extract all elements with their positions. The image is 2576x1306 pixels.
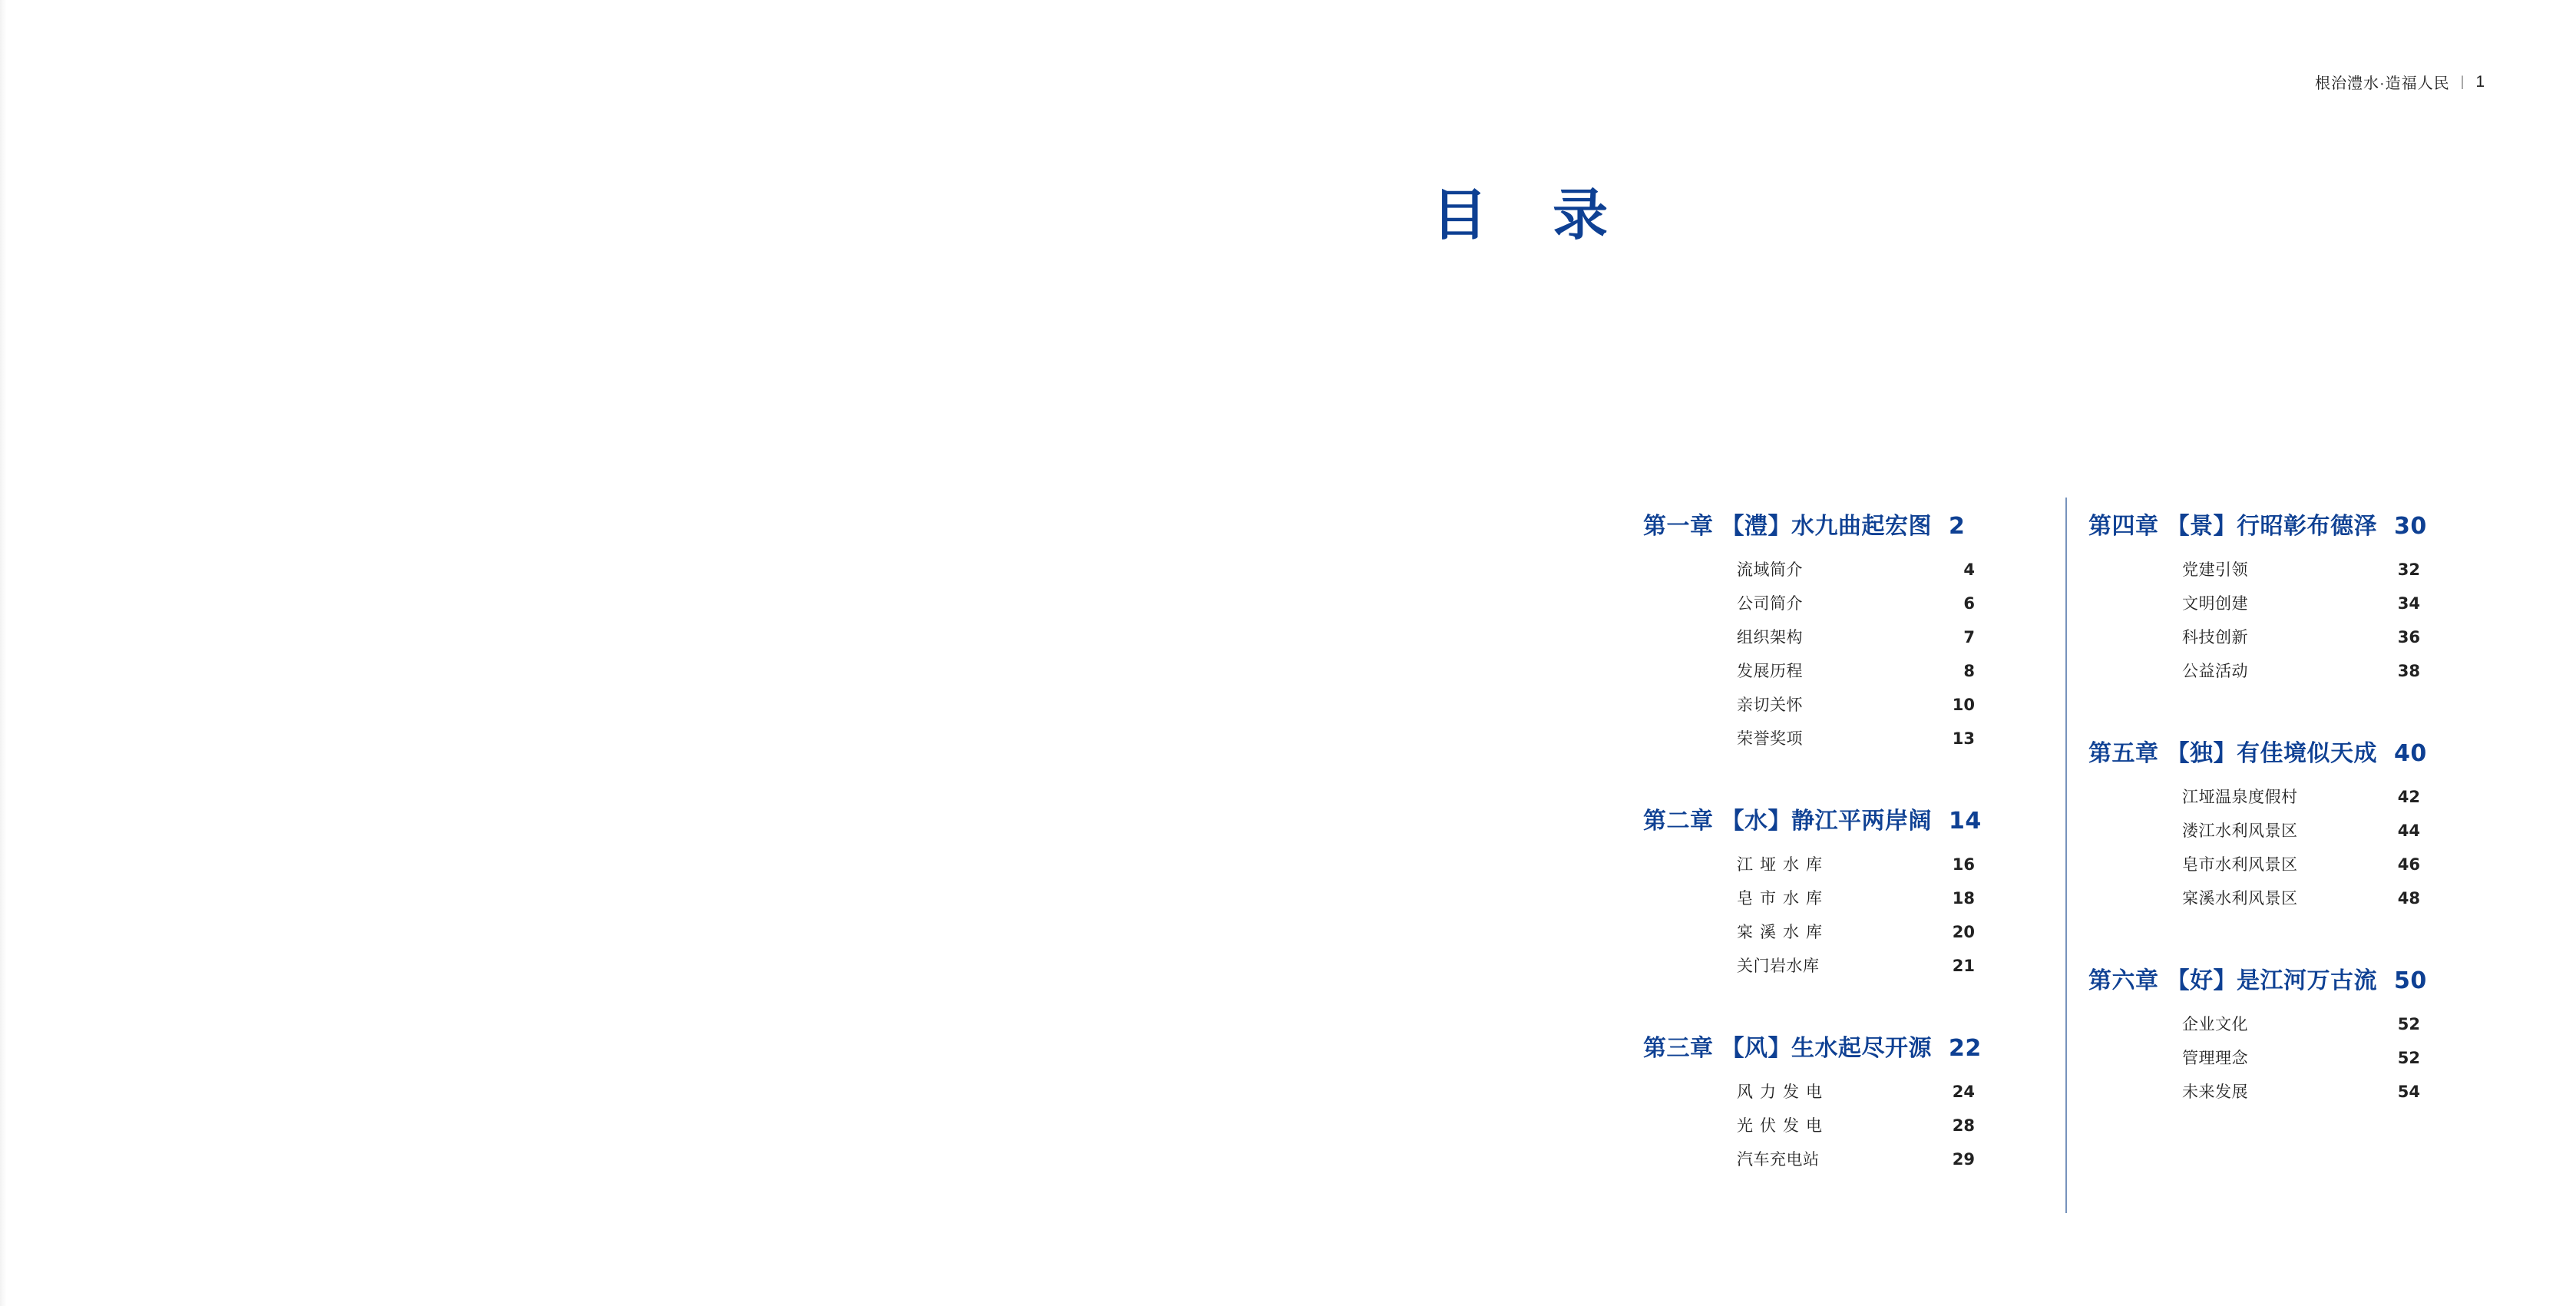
chapter-heading[interactable] [2088, 961, 2488, 995]
chapter-title: 【景】行昭彰布德泽 [2166, 513, 2377, 540]
entry-page: 24 [1952, 1083, 1975, 1101]
toc-column-left [1643, 507, 2042, 1181]
toc-entry[interactable] [1737, 1147, 2042, 1181]
toc-entry[interactable] [2182, 886, 2488, 920]
chapter-entries [1643, 557, 2042, 760]
chapter-page: 14 [1949, 808, 1982, 835]
chapter-block [1643, 507, 2042, 760]
chapter-entries [1643, 1080, 2042, 1181]
chapter-title: 【好】是江河万古流 [2166, 967, 2377, 994]
toc-entry[interactable] [1737, 726, 2042, 760]
running-header-separator: | [2460, 74, 2465, 89]
entry-page: 13 [1952, 729, 1975, 748]
toc-entry[interactable] [1737, 659, 2042, 693]
entry-title: 管理理念 [2182, 1049, 2248, 1067]
chapter-heading[interactable] [1643, 507, 2042, 541]
entry-title: 文明创建 [2182, 594, 2248, 613]
toc-entry[interactable] [1737, 954, 2042, 987]
toc-entry[interactable] [2182, 852, 2488, 886]
entry-page: 54 [2397, 1083, 2420, 1101]
entry-title: 公司简介 [1737, 594, 1803, 613]
entry-page: 10 [1952, 696, 1975, 714]
chapter-label: 第一章 [1643, 513, 1714, 540]
entry-page: 34 [2397, 594, 2420, 613]
toc-entry[interactable] [2182, 818, 2488, 852]
chapter-label: 第二章 [1643, 808, 1714, 835]
page-spine-shading [0, 0, 6, 1306]
toc-entry[interactable] [2182, 785, 2488, 818]
chapter-page: 22 [1949, 1035, 1982, 1062]
toc-entry[interactable] [1737, 886, 2042, 920]
toc-columns [1643, 507, 2511, 1181]
chapter-page: 40 [2394, 740, 2427, 767]
chapter-entries [2088, 1012, 2488, 1113]
entry-page: 7 [1963, 628, 1975, 646]
entry-page: 21 [1952, 957, 1975, 975]
entry-title: 亲切关怀 [1737, 696, 1803, 714]
entry-page: 16 [1952, 855, 1975, 874]
entry-title: 风力发电 [1737, 1083, 1829, 1101]
entry-page: 42 [2397, 788, 2420, 806]
entry-title: 企业文化 [2182, 1015, 2248, 1033]
entry-title: 皂市水利风景区 [2182, 855, 2298, 874]
page-title: 目 录 [1432, 183, 1632, 247]
entry-title: 宲溪水利风景区 [2182, 889, 2298, 908]
entry-title: 宲溪水库 [1737, 923, 1829, 941]
chapter-block [2088, 507, 2488, 693]
entry-title: 科技创新 [2182, 628, 2248, 646]
toc-entry[interactable] [1737, 1080, 2042, 1113]
entry-page: 4 [1963, 560, 1975, 579]
chapter-entries [1643, 852, 2042, 987]
entry-page: 48 [2397, 889, 2420, 908]
running-header [2315, 71, 2485, 93]
chapter-heading[interactable] [1643, 802, 2042, 835]
page-number: 1 [2475, 72, 2485, 91]
chapter-title: 【风】生水起尽开源 [1721, 1035, 1932, 1062]
running-header-text: 根治澧水·造福人民 [2314, 75, 2450, 92]
entry-title: 溇江水利风景区 [2182, 822, 2298, 840]
chapter-block [2088, 734, 2488, 920]
entry-title: 光伏发电 [1737, 1116, 1829, 1135]
chapter-label: 第六章 [2088, 967, 2159, 994]
chapter-label: 第四章 [2088, 513, 2159, 540]
entry-title: 江垭水库 [1737, 855, 1829, 874]
toc-entry[interactable] [2182, 659, 2488, 693]
chapter-block [2088, 961, 2488, 1113]
entry-page: 18 [1952, 889, 1975, 908]
entry-title: 荣誉奖项 [1737, 729, 1803, 748]
entry-title: 关门岩水库 [1737, 957, 1820, 975]
entry-title: 汽车充电站 [1737, 1150, 1820, 1169]
entry-page: 38 [2397, 662, 2420, 680]
chapter-page: 30 [2394, 513, 2427, 540]
entry-page: 28 [1952, 1116, 1975, 1135]
entry-title: 党建引领 [2182, 560, 2248, 579]
chapter-page: 2 [1949, 513, 1966, 540]
toc-entry[interactable] [2182, 1046, 2488, 1080]
chapter-title: 【水】静江平两岸阔 [1721, 808, 1932, 835]
toc-entry[interactable] [1737, 625, 2042, 659]
entry-page: 52 [2397, 1015, 2420, 1033]
chapter-entries [2088, 557, 2488, 693]
chapter-title: 【澧】水九曲起宏图 [1721, 513, 1932, 540]
toc-entry[interactable] [1737, 920, 2042, 954]
entry-title: 皂市水库 [1737, 889, 1829, 908]
toc-entry[interactable] [2182, 625, 2488, 659]
entry-page: 52 [2397, 1049, 2420, 1067]
toc-entry[interactable] [2182, 1012, 2488, 1046]
entry-page: 36 [2397, 628, 2420, 646]
entry-title: 发展历程 [1737, 662, 1803, 680]
toc-entry[interactable] [1737, 852, 2042, 886]
toc-entry[interactable] [1737, 1113, 2042, 1147]
chapter-heading[interactable] [2088, 734, 2488, 768]
entry-page: 32 [2397, 560, 2420, 579]
toc-entry[interactable] [1737, 693, 2042, 726]
chapter-page: 50 [2394, 967, 2427, 994]
chapter-label: 第五章 [2088, 740, 2159, 767]
entry-page: 29 [1952, 1150, 1975, 1169]
entry-title: 公益活动 [2182, 662, 2248, 680]
entry-title: 组织架构 [1737, 628, 1803, 646]
toc-entry[interactable] [2182, 591, 2488, 625]
entry-page: 20 [1952, 923, 1975, 941]
chapter-title: 【独】有佳境似天成 [2166, 740, 2377, 767]
toc-entry[interactable] [1737, 591, 2042, 625]
chapter-heading[interactable] [1643, 1029, 2042, 1063]
chapter-label: 第三章 [1643, 1035, 1714, 1062]
toc-entry[interactable] [1737, 557, 2042, 591]
entry-page: 8 [1963, 662, 1975, 680]
entry-page: 46 [2397, 855, 2420, 874]
entry-title: 流域简介 [1737, 560, 1803, 579]
chapter-entries [2088, 785, 2488, 920]
entry-page: 6 [1963, 594, 1975, 613]
entry-title: 江垭温泉度假村 [2182, 788, 2298, 806]
chapter-block [1643, 802, 2042, 987]
entry-page: 44 [2397, 822, 2420, 840]
toc-entry[interactable] [2182, 1080, 2488, 1113]
chapter-block [1643, 1029, 2042, 1181]
toc-column-right [2042, 507, 2488, 1181]
toc-entry[interactable] [2182, 557, 2488, 591]
chapter-heading[interactable] [2088, 507, 2488, 541]
entry-title: 未来发展 [2182, 1083, 2248, 1101]
